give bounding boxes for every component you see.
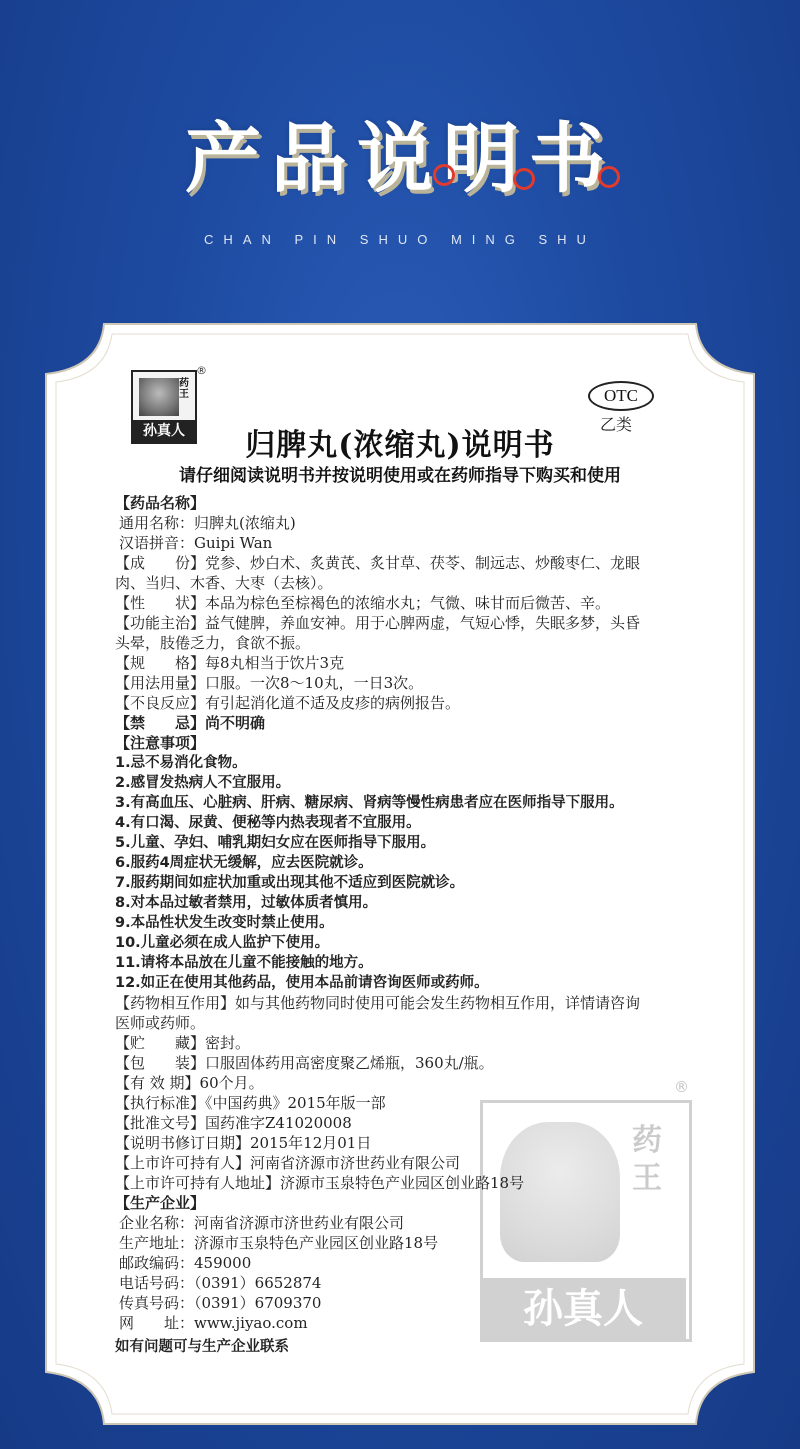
- watermark-side-text: 药王: [632, 1123, 662, 1196]
- standard: 【执行标准】《中国药典》2015年版一部: [115, 1094, 386, 1112]
- page-header-title: 产品说明书: [185, 114, 615, 203]
- website: 网 址：www.jiyao.com: [119, 1314, 308, 1332]
- contraindications: 【禁 忌】尚不明确: [115, 714, 266, 732]
- section-drug-name: 【药品名称】: [115, 494, 206, 512]
- drug-interaction-line-1: 【药物相互作用】如与其他药物同时使用可能会发生药物相互作用，详情请咨询: [115, 994, 641, 1012]
- package: 【包 装】口服固体药用高密度聚乙烯瓶，360丸/瓶。: [115, 1054, 494, 1072]
- postal-code: 邮政编码：459000: [119, 1254, 252, 1272]
- usage-dosage: 【用法用量】口服。一次8～10丸，一日3次。: [115, 674, 424, 692]
- otc-badge: OTC: [588, 381, 654, 411]
- specification: 【规 格】每8丸相当于饮片3克: [115, 654, 345, 672]
- precaution-item: 1.忌不易消化食物。: [115, 755, 247, 771]
- document-title: 归脾丸(浓缩丸)说明书: [245, 428, 555, 463]
- generic-name: 通用名称：归脾丸(浓缩丸): [119, 514, 296, 532]
- indications-line-1: 【功能主治】益气健脾，养血安神。用于心脾两虚，气短心悸，失眠多梦，头昏: [115, 614, 641, 632]
- logo-name: 孙真人: [133, 420, 195, 442]
- validity: 【有 效 期】60个月。: [115, 1074, 264, 1092]
- precaution-item: 12.如正在使用其他药品，使用本品前请咨询医师或药师。: [115, 975, 489, 991]
- precaution-item: 8.对本品过敏者禁用，过敏体质者慎用。: [115, 895, 378, 911]
- precaution-item: 7.服药期间如症状加重或出现其他不适应到医院就诊。: [115, 875, 465, 891]
- precaution-item: 11.请将本品放在儿童不能接触的地方。: [115, 955, 373, 971]
- manufacturer-name: 企业名称：河南省济源市济世药业有限公司: [119, 1214, 405, 1232]
- precaution-item: 5.儿童、孕妇、哺乳期妇女应在医师指导下服用。: [115, 835, 436, 851]
- document-body: [115, 493, 700, 1357]
- registered-mark: ®: [196, 364, 207, 377]
- manufacturer-address: 生产地址：济源市玉泉特色产业园区创业路18号: [119, 1234, 439, 1252]
- properties: 【性 状】本品为棕色至棕褐色的浓缩水丸；气微、味甘而后微苦、辛。: [115, 594, 611, 612]
- precaution-item: 10.儿童必须在成人监护下使用。: [115, 935, 330, 951]
- contact-note: 如有问题可与生产企业联系: [115, 1339, 289, 1355]
- pinyin-name: 汉语拼音：Guipi Wan: [119, 534, 273, 552]
- logo-side-text: 药王: [179, 378, 189, 400]
- sage-portrait-icon: [139, 378, 179, 416]
- approval-number: 【批准文号】国药准字Z41020008: [115, 1114, 352, 1132]
- storage: 【贮 藏】密封。: [115, 1034, 251, 1052]
- marketing-authorization-holder: 【上市许可持有人】河南省济源市济世药业有限公司: [115, 1154, 461, 1172]
- page-header-subtitle: CHAN PIN SHUO MING SHU: [204, 232, 596, 247]
- ingredients-line-2: 肉、当归、木香、大枣（去核）。: [115, 574, 333, 592]
- section-manufacturer: 【生产企业】: [115, 1194, 206, 1212]
- otc-class: 乙类: [600, 415, 633, 434]
- watermark-registered-mark: ®: [674, 1078, 689, 1096]
- section-precautions: 【注意事项】: [115, 734, 206, 752]
- adverse-reactions: 【不良反应】有引起消化道不适及皮疹的病例报告。: [115, 694, 461, 712]
- watermark-name: 孙真人: [480, 1278, 686, 1340]
- ingredients-line-1: 【成 份】党参、炒白术、炙黄芪、炙甘草、茯苓、制远志、炒酸枣仁、龙眼: [115, 554, 641, 572]
- phone-number: 电话号码：（0391）6652874: [119, 1274, 322, 1292]
- precaution-item: 6.服药4周症状无缓解，应去医院就诊。: [115, 855, 373, 871]
- usage-warning: 请仔细阅读说明书并按说明使用或在药师指导下购买和使用: [179, 466, 621, 486]
- precaution-item: 9.本品性状发生改变时禁止使用。: [115, 915, 334, 931]
- drug-interaction-line-2: 医师或药师。: [115, 1014, 206, 1032]
- precaution-item: 2.感冒发热病人不宜服用。: [115, 775, 291, 791]
- revision-date: 【说明书修订日期】2015年12月01日: [115, 1134, 372, 1152]
- precaution-item: 4.有口渴、尿黄、便秘等内热表现者不宜服用。: [115, 815, 421, 831]
- mah-address: 【上市许可持有人地址】济源市玉泉特色产业园区创业路18号: [115, 1174, 525, 1192]
- indications-line-2: 头晕，肢倦乏力，食欲不振。: [115, 634, 311, 652]
- precaution-item: 3.有高血压、心脏病、肝病、糖尿病、肾病等慢性病患者应在医师指导下服用。: [115, 795, 624, 811]
- fax-number: 传真号码：（0391）6709370: [119, 1294, 322, 1312]
